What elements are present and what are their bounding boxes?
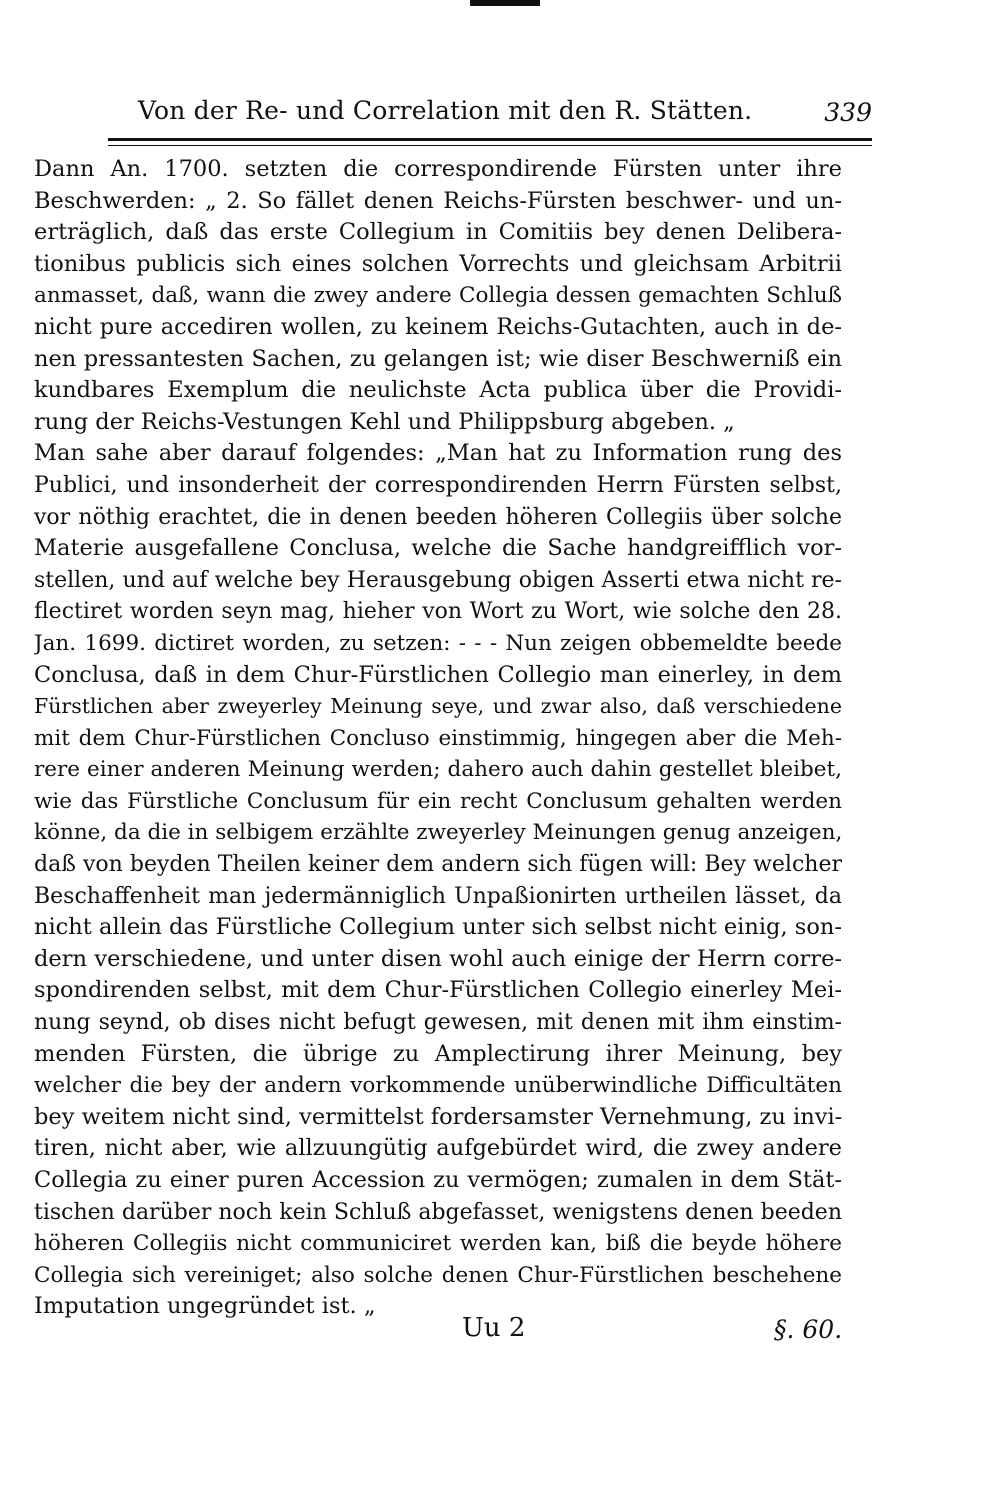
text-line: Beschaffenheit man jedermänniglich Unpaßionirten urtheilen lässet, da	[34, 883, 842, 909]
text-line: anmasset, daß, wann die zwey andere Collegia dessen gemachten Schluß	[34, 283, 842, 309]
text-line: Imputation ungegründet ist. „	[34, 1293, 376, 1320]
text-line: Collegia sich vereiniget; also solche denen Chur-Fürstlichen beschehene	[34, 1262, 842, 1288]
text-line: nicht allein das Fürstliche Collegium unter sich selbst nicht einig, son-	[34, 914, 842, 941]
text-line: dern verschiedene, und unter disen wohl auch einige der Herrn corre-	[34, 945, 842, 972]
header-rule-thin	[108, 145, 872, 146]
text-line: tischen darüber noch kein Schluß abgefasset, wenigstens denen beeden	[34, 1199, 842, 1225]
text-line: Fürstlichen aber zweyerley Meinung seye, und zwar also, daß verschiedene	[34, 694, 842, 719]
text-line: Beschwerden: „ 2. So fället denen Reichs-Fürsten beschwer- und un-	[34, 187, 842, 214]
text-line: spondirenden selbst, mit dem Chur-Fürstlichen Collegio einerley Mei-	[34, 977, 842, 1004]
text-line: tiren, nicht aber, wie allzuungütig aufgebürdet wird, die zwey andere	[34, 1135, 842, 1162]
text-line: könne, da die in selbigem erzählte zweyerley Meinungen genug anzeigen,	[34, 820, 842, 846]
catchword: §. 60.	[774, 1315, 843, 1344]
text-line: wie das Fürstliche Conclusum für ein recht Conclusum gehalten werden	[34, 788, 842, 814]
text-line: daß von beyden Theilen keiner dem andern sich fügen will: Bey welcher	[34, 852, 842, 878]
text-line: rere einer anderen Meinung werden; dahero auch dahin gestellet bleibet,	[34, 757, 842, 783]
text-line: mit dem Chur-Fürstlichen Concluso einstimmig, hingegen aber die Meh-	[34, 725, 842, 751]
text-line: erträglich, daß das erste Collegium in Comitiis bey denen Delibera-	[34, 219, 842, 246]
text-line: welcher die bey der andern vorkommende unüberwindliche Difficultäten	[34, 1073, 842, 1099]
text-line: Jan. 1699. dictiret worden, zu setzen: - - - Nun zeigen obbemeldte beede	[34, 630, 842, 656]
running-title: Von der Re- und Correlation mit den R. Stätten.	[138, 96, 753, 125]
text-line: Conclusa, daß in dem Chur-Fürstlichen Collegio man einerley, in dem	[34, 661, 842, 688]
text-line: höheren Collegiis nicht communiciret werden kan, biß die beyde höhere	[34, 1231, 842, 1257]
text-line: tionibus publicis sich eines solchen Vorrechts und gleichsam Arbitrii	[34, 250, 842, 277]
text-line: Materie ausgefallene Conclusa, welche die Sache handgreifflich vor-	[34, 535, 842, 562]
top-edge-mark	[470, 0, 540, 6]
text-line: Man sahe aber darauf folgendes: „Man hat zu Information rung des	[34, 440, 842, 467]
text-line: menden Fürsten, die übrige zu Amplectirung ihrer Meinung, bey	[34, 1040, 842, 1067]
page-footer	[0, 1313, 1000, 1353]
text-line: flectiret worden seyn mag, hieher von Wort zu Wort, wie solche den 28.	[34, 599, 842, 625]
text-line: nen pressantesten Sachen, zu gelangen ist; wie diser Beschwerniß ein	[34, 345, 842, 372]
text-line: Dann An. 1700. setzten die correspondirende Fürsten unter ihre	[34, 156, 842, 182]
text-line: stellen, und auf welche bey Herausgebung obigen Asserti etwa nicht re-	[34, 567, 842, 593]
text-line: Publici, und insonderheit der correspondirenden Herrn Fürsten selbst,	[34, 472, 842, 498]
text-line: vor nöthig erachtet, die in denen beeden höheren Collegiis über solche	[34, 504, 842, 530]
text-line: nicht pure accediren wollen, zu keinem Reichs-Gutachten, auch in de-	[34, 313, 842, 340]
body-text	[34, 154, 842, 1323]
text-line: bey weitem nicht sind, vermittelst fordersamster Vernehmung, zu invi-	[34, 1103, 842, 1130]
page-number: 339	[824, 98, 872, 127]
text-line: kundbares Exemplum die neulichste Acta publica über die Providi-	[34, 377, 842, 404]
text-line: Collegia zu einer puren Accession zu vermögen; zumalen in dem Stät-	[34, 1167, 842, 1193]
signature-mark: Uu 2	[462, 1313, 526, 1343]
text-line: nung seynd, ob dises nicht befugt gewesen, mit denen mit ihm einstim-	[34, 1010, 842, 1036]
page-header	[108, 96, 872, 130]
text-line: rung der Reichs-Vestungen Kehl und Philippsburg abgeben. „	[34, 408, 735, 435]
header-rule-thick	[108, 138, 872, 141]
